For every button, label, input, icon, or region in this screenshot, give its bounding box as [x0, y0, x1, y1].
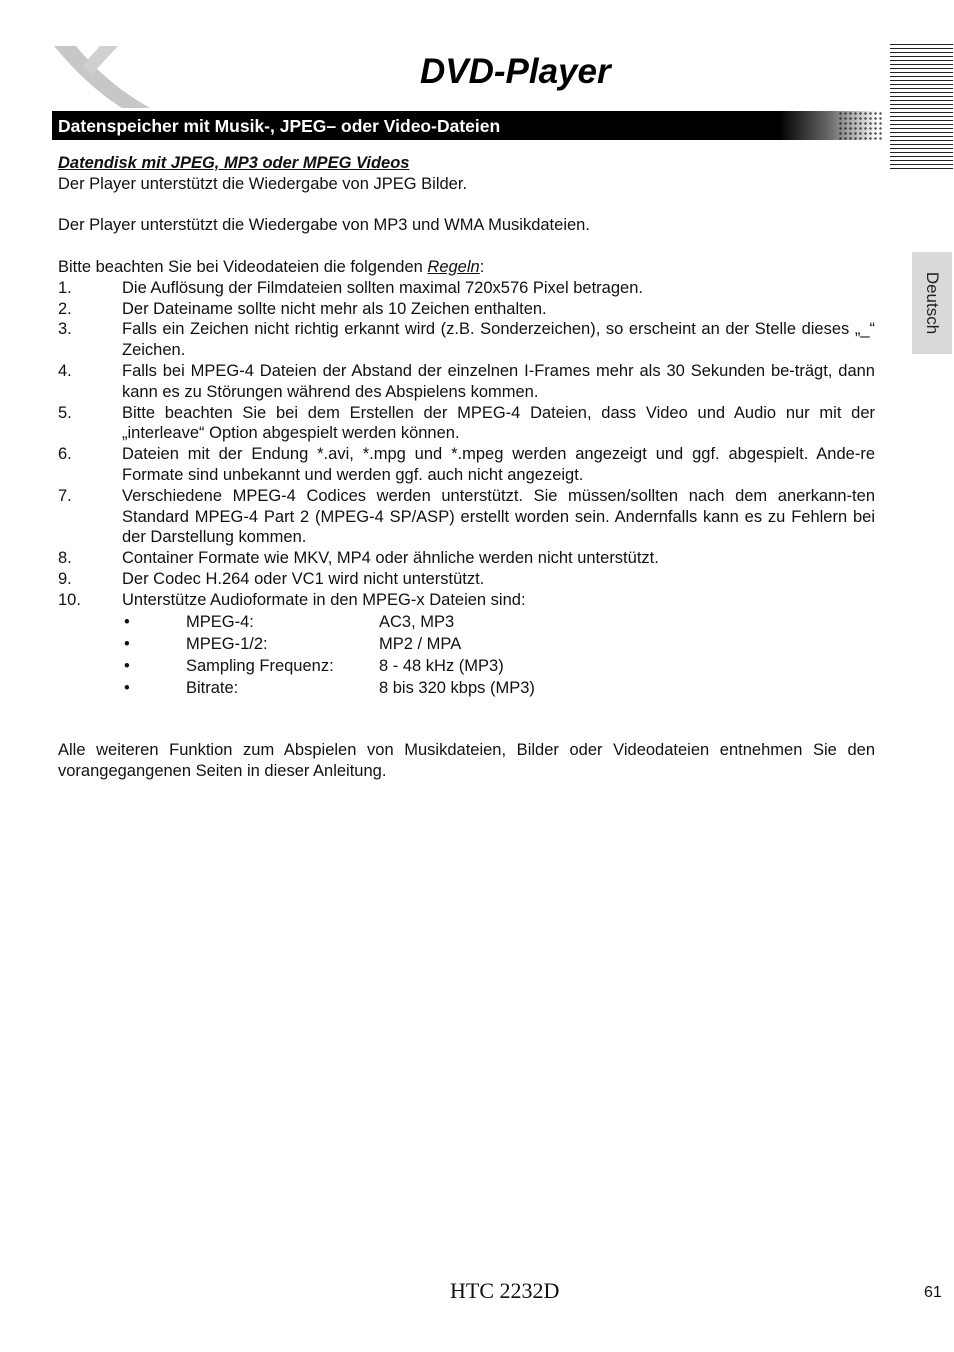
- rules-intro-colon: :: [479, 257, 485, 276]
- language-tab-label: Deutsch: [923, 271, 942, 335]
- list-item-text: Container Formate wie MKV, MP4 oder ähnliche werden nicht unterstützt.: [122, 549, 659, 568]
- list-item: [58, 299, 875, 320]
- bullet-icon: •: [124, 656, 130, 675]
- audio-format-value: 8 - 48 kHz (MP3): [379, 656, 504, 675]
- paragraph-jpeg: Der Player unterstützt die Wiedergabe von JPEG Bilder.: [58, 174, 468, 193]
- section-title: Datenspeicher mit Musik-, JPEG– oder Video-Dateien: [58, 116, 501, 136]
- main-content: [58, 153, 875, 782]
- list-item-number: 1.: [58, 278, 72, 297]
- page-number: 61: [924, 1284, 942, 1301]
- list-item-text: Falls ein Zeichen nicht richtig erkannt wird (z.B. Sonderzeichen), so erscheint an der Stelle dieses „_“ Zeichen.: [122, 320, 875, 360]
- list-item-number: 10.: [58, 590, 81, 609]
- rules-intro-link: Regeln: [427, 257, 480, 276]
- subheading: Datendisk mit JPEG, MP3 oder MPEG Videos: [58, 154, 410, 172]
- rules-intro: [58, 257, 875, 278]
- section-bar-dots-decoration: [838, 111, 884, 140]
- audio-format-label: MPEG-1/2:: [186, 634, 268, 653]
- audio-format-value: MP2 / MPA: [379, 634, 462, 653]
- audio-format-item: [58, 655, 875, 677]
- audio-format-label: MPEG-4:: [186, 612, 254, 631]
- list-item: [58, 278, 875, 299]
- list-item-number: 5.: [58, 403, 72, 422]
- list-item: [58, 590, 875, 611]
- audio-format-item: [58, 677, 875, 699]
- list-item: [58, 444, 875, 486]
- list-item-number: 7.: [58, 486, 72, 505]
- audio-format-item: [58, 611, 875, 633]
- x-logo-icon: [52, 44, 152, 110]
- list-item-text: Der Codec H.264 oder VC1 wird nicht unterstützt.: [122, 569, 485, 588]
- list-item: [58, 569, 875, 590]
- list-item: [58, 486, 875, 548]
- audio-format-list: [58, 611, 875, 699]
- bullet-icon: •: [124, 634, 130, 653]
- list-item-text: Der Dateiname sollte nicht mehr als 10 Zeichen enthalten.: [122, 299, 547, 318]
- list-item-number: 8.: [58, 549, 72, 568]
- audio-format-value: 8 bis 320 kbps (MP3): [379, 678, 535, 697]
- page-title: DVD-Player: [420, 52, 611, 91]
- bullet-icon: •: [124, 678, 130, 697]
- list-item-text: Dateien mit der Endung *.avi, *.mpg und *.mpeg werden angezeigt und ggf. abgespielt. Ande-re Formate sind unbekannt und werden ggf. auch nicht angezeigt.: [122, 445, 875, 484]
- rules-list: [58, 278, 875, 611]
- header-stripes-decoration: [890, 44, 953, 172]
- list-item-number: 3.: [58, 320, 72, 339]
- list-item-number: 9.: [58, 569, 72, 588]
- list-item: [58, 319, 875, 361]
- closing-paragraph: Alle weiteren Funktion zum Abspielen von Musikdateien, Bilder oder Videodateien entnehmen Sie den vorangegangenen Seiten in dieser Anleitung.: [58, 741, 875, 780]
- list-item-text: Falls bei MPEG-4 Dateien der Abstand der einzelnen I-Frames mehr als 30 Sekunden be-trägt, dann kann es zu Störungen während des Abspielens kommen.: [122, 361, 875, 401]
- audio-format-label: Bitrate:: [186, 678, 239, 697]
- audio-format-item: [58, 633, 875, 655]
- list-item: [58, 548, 875, 569]
- footer-model-name: HTC 2232D: [450, 1278, 560, 1303]
- paragraph-mp3: Der Player unterstützt die Wiedergabe von MP3 und WMA Musikdateien.: [58, 216, 590, 235]
- rules-intro-text: Bitte beachten Sie bei Videodateien die folgenden: [58, 257, 428, 276]
- list-item-text: Verschiedene MPEG-4 Codices werden unterstützt. Sie müssen/sollten nach dem anerkann-ten Standard MPEG-4 Part 2 (MPEG-4 SP/ASP) erstellt worden sein. Andernfalls kann es zu Fehlern bei der Darstellung kommen.: [122, 486, 875, 547]
- list-item: [58, 361, 875, 403]
- list-item-text: Bitte beachten Sie bei dem Erstellen der MPEG-4 Dateien, dass Video und Audio nur mit der „interleave“ Option abgespielt werden können.: [122, 403, 875, 443]
- bullet-icon: •: [124, 612, 130, 631]
- list-item: [58, 403, 875, 445]
- list-item-number: 4.: [58, 361, 72, 380]
- audio-format-value: AC3, MP3: [379, 612, 455, 631]
- list-item-text: Unterstütze Audioformate in den MPEG-x Dateien sind:: [122, 590, 526, 609]
- list-item-number: 2.: [58, 299, 72, 318]
- audio-format-label: Sampling Frequenz:: [186, 656, 334, 675]
- list-item-number: 6.: [58, 445, 72, 464]
- list-item-text: Die Auflösung der Filmdateien sollten maximal 720x576 Pixel betragen.: [122, 278, 643, 297]
